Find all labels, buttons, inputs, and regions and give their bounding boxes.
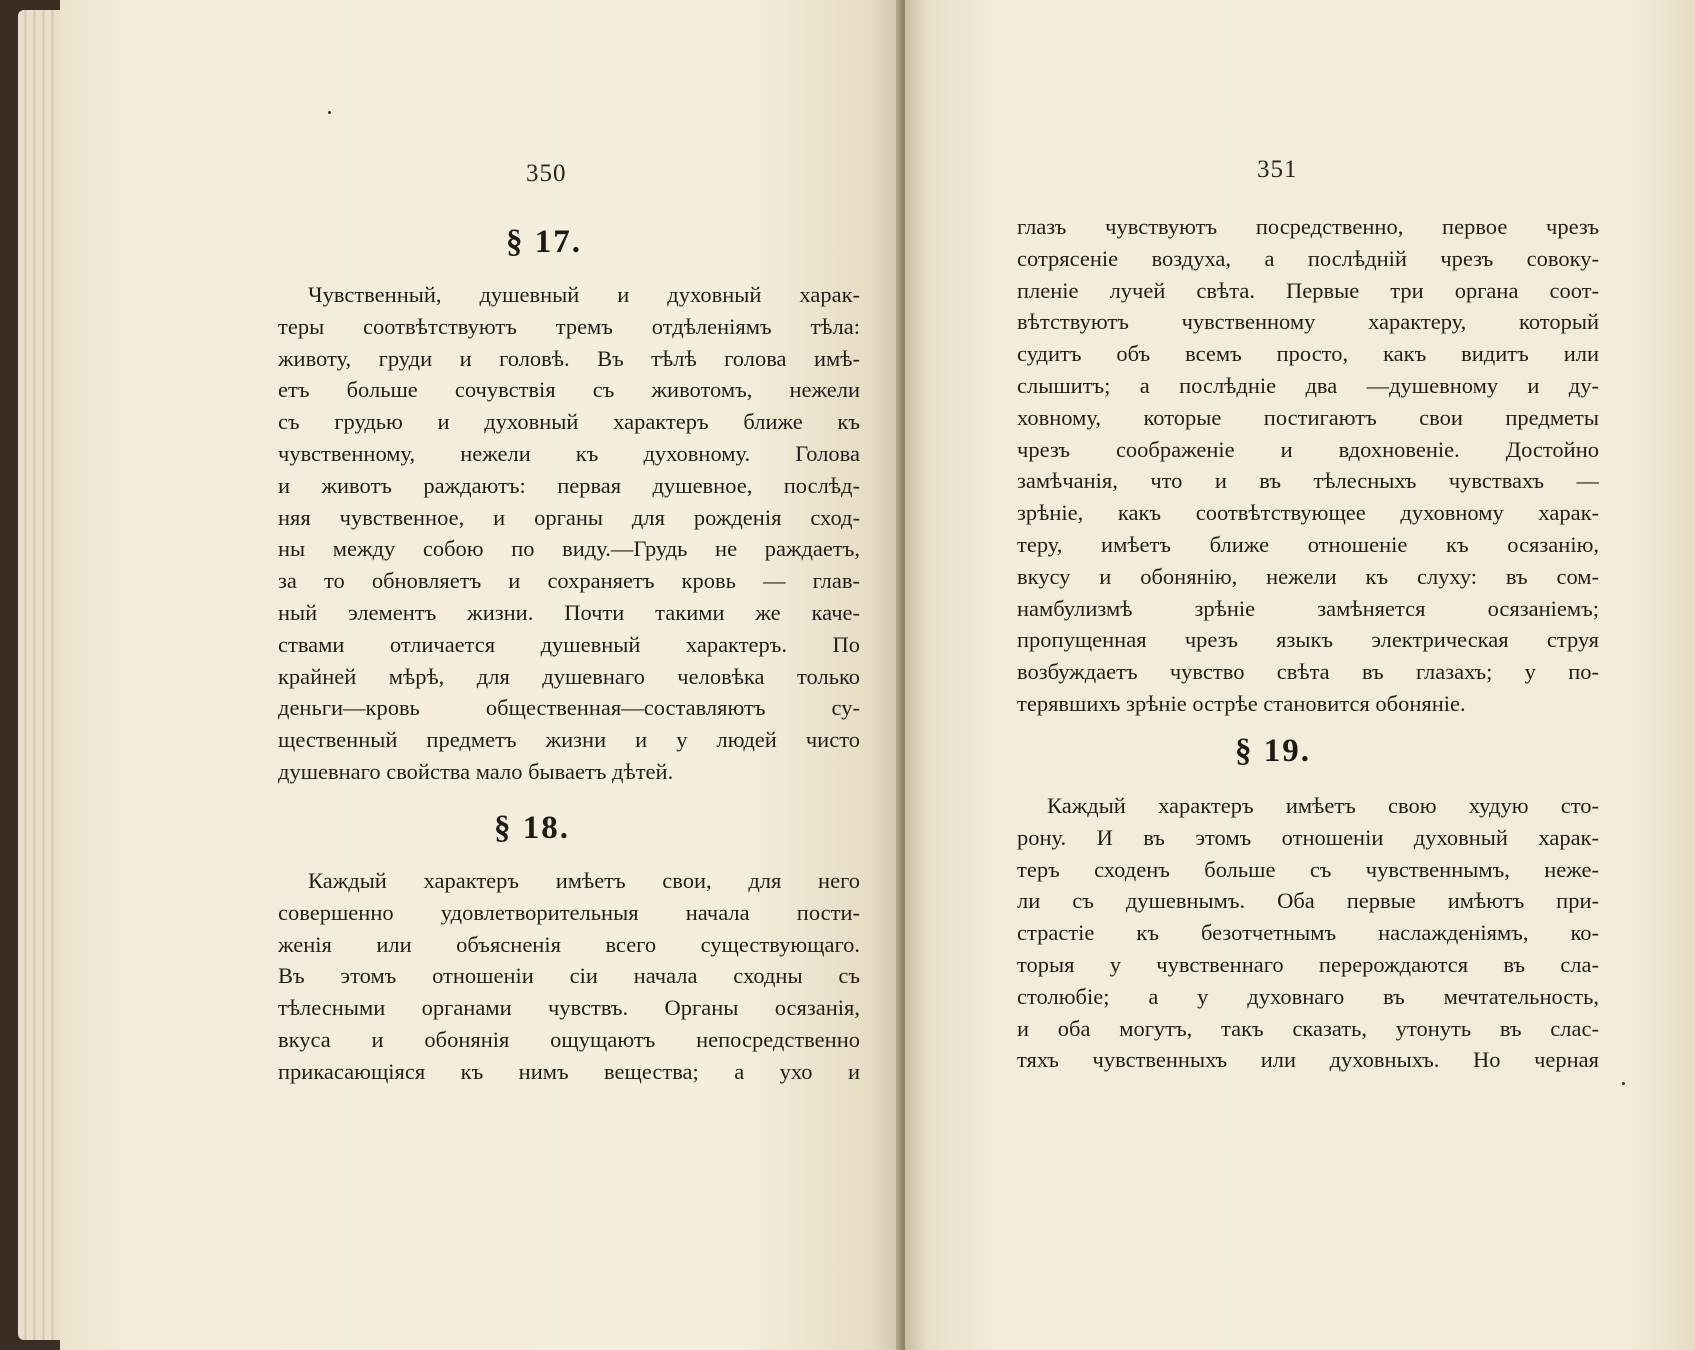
text-line: сотрясеніе воздуха, а послѣдній чрезъ совоку- <box>1017 245 1599 271</box>
text-line: возбуждаетъ чувство свѣта въ глазахъ; у по- <box>1017 659 1599 685</box>
page-number: 350 <box>526 160 567 187</box>
left-page <box>60 0 905 1350</box>
text-line: пропущенная чрезъ языкъ электрическая струя <box>1017 627 1599 653</box>
text-line: чрезъ соображеніе и вдохновеніе. Достойно <box>1017 436 1599 462</box>
section-17-text <box>278 279 860 788</box>
text-line: рону. И въ этомъ отношеніи духовный харак- <box>1017 824 1599 850</box>
text-line: крайней мѣрѣ, для душевнаго человѣка только <box>278 663 860 689</box>
text-line: прикасающіяся къ нимъ вещества; а ухо и <box>278 1058 860 1084</box>
text-line: глазъ чувствуютъ посредственно, первое чрезъ <box>1017 214 1599 239</box>
text-line: деньги—кровь общественная—составляютъ су- <box>278 695 860 721</box>
section-18-text <box>278 865 860 1088</box>
text-line: и оба могутъ, такъ сказать, утонуть въ слас- <box>1017 1015 1599 1041</box>
text-line: ствами отличается душевный характеръ. По <box>278 631 860 657</box>
text-line: за то обновляетъ и сохраняетъ кровь — глав- <box>278 568 860 594</box>
text-line: вкусу и обонянію, нежели къ слуху: въ сом- <box>1017 563 1599 589</box>
text-line: теры соотвѣтствуютъ тремъ отдѣленіямъ тѣла: <box>278 313 860 339</box>
text-line: Въ этомъ отношеніи сіи начала сходны съ <box>278 963 860 989</box>
section-19-text <box>1017 790 1599 1076</box>
text-line: няя чувственное, и органы для рожденія сход- <box>278 504 860 530</box>
text-line: совершенно удовлетворительныя начала пости- <box>278 899 860 925</box>
text-line: замѣчанія, что и въ тѣлесныхъ чувствахъ — <box>1017 468 1599 494</box>
text-line: животу, груди и головѣ. Въ тѣлѣ голова имѣ- <box>278 345 860 371</box>
text-line: етъ больше сочувствія съ животомъ, нежели <box>278 377 860 403</box>
text-line: намбулизмѣ зрѣніе замѣняется осязаніемъ; <box>1017 595 1599 621</box>
ink-speck <box>1622 1082 1625 1085</box>
text-line: Каждый характеръ имѣетъ свои, для него <box>308 868 860 893</box>
section-heading-19: § 19. <box>1235 733 1311 769</box>
text-line: душевнаго свойства мало бываетъ дѣтей. <box>278 758 674 784</box>
text-line: теру, имѣетъ ближе отношеніе къ осязанію, <box>1017 531 1599 557</box>
text-line: теръ сходенъ больше съ чувственнымъ, неже- <box>1017 856 1599 882</box>
section-heading-18: § 18. <box>494 810 570 846</box>
right-page <box>905 0 1695 1350</box>
text-line: женія или объясненія всего существующаго. <box>278 931 860 957</box>
text-line: чувственному, нежели къ духовному. Голова <box>278 440 860 466</box>
section-heading-17: § 17. <box>506 224 582 260</box>
text-line: вѣтствуютъ чувственному характеру, который <box>1017 309 1599 335</box>
text-line: ны между собою по виду.—Грудь не раждаетъ, <box>278 536 860 562</box>
text-line: пленіе лучей свѣта. Первые три органа соот- <box>1017 277 1599 303</box>
text-line: тѣлесными органами чувствъ. Органы осязанія, <box>278 995 860 1021</box>
ink-speck <box>328 111 331 114</box>
text-line: столюбіе; а у духовнаго въ мечтательность, <box>1017 983 1599 1009</box>
text-line: терявшихъ зрѣніе острѣе становится обоняніе. <box>1017 690 1466 716</box>
continuation-text <box>1017 211 1599 720</box>
text-line: судитъ объ всемъ просто, какъ видитъ или <box>1017 341 1599 367</box>
page-number: 351 <box>1257 156 1298 183</box>
text-line: съ грудью и духовный характеръ ближе къ <box>278 409 860 435</box>
text-line: слышитъ; а послѣдніе два —душевному и ду- <box>1017 372 1599 398</box>
text-line: и животъ раждаютъ: первая душевное, послѣд- <box>278 472 860 498</box>
text-line: ховному, которые постигаютъ свои предметы <box>1017 404 1599 430</box>
text-line: тяхъ чувственныхъ или духовныхъ. Но черная <box>1017 1047 1599 1073</box>
text-line: ный элементъ жизни. Почти такими же каче- <box>278 599 860 625</box>
text-line: страстіе къ безотчетнымъ наслажденіямъ, ко- <box>1017 920 1599 946</box>
text-line: зрѣніе, какъ соотвѣтствующее духовному харак- <box>1017 500 1599 526</box>
text-line: Каждый характеръ имѣетъ свою худую сто- <box>1047 793 1599 818</box>
text-line: вкуса и обонянія ощущаютъ непосредственно <box>278 1026 860 1052</box>
text-line: щественный предметъ жизни и у людей чисто <box>278 727 860 753</box>
text-line: Чувственный, душевный и духовный харак- <box>308 282 860 307</box>
text-line: торыя у чувственнаго перерождаются въ сла- <box>1017 951 1599 977</box>
text-line: ли съ душевнымъ. Оба первые имѣютъ при- <box>1017 888 1599 914</box>
